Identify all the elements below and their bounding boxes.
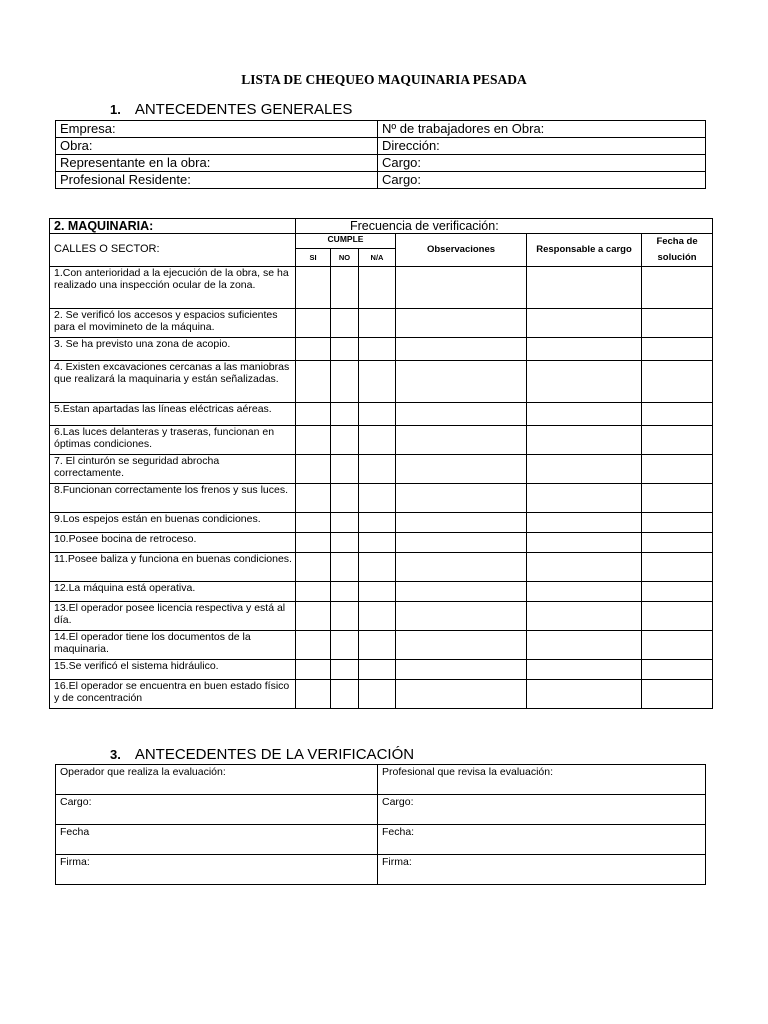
si-cell[interactable]: [296, 631, 331, 660]
checklist-row: [50, 631, 713, 660]
fecha-cell[interactable]: [642, 631, 713, 660]
observaciones-cell[interactable]: [396, 533, 527, 553]
section3-number: 3.: [110, 747, 121, 762]
na-cell[interactable]: [359, 338, 396, 361]
checklist-row: [50, 553, 713, 582]
checklist-row: [50, 338, 713, 361]
checklist-row: [50, 361, 713, 403]
observaciones-cell[interactable]: [396, 513, 527, 533]
observaciones-header: Observaciones: [396, 234, 527, 267]
no-cell[interactable]: [331, 553, 359, 582]
fecha-cell[interactable]: [642, 484, 713, 513]
fecha-cell[interactable]: [642, 553, 713, 582]
checklist-item-text: 5.Estan apartadas las líneas eléctricas aéreas.: [50, 403, 296, 426]
observaciones-cell[interactable]: [396, 602, 527, 631]
verification-field-right[interactable]: Profesional que revisa la evaluación:: [378, 765, 706, 795]
si-header: SI: [296, 248, 331, 266]
responsable-cell[interactable]: [527, 309, 642, 338]
responsable-cell[interactable]: [527, 338, 642, 361]
checklist-row: [50, 602, 713, 631]
responsable-cell[interactable]: [527, 680, 642, 709]
no-cell[interactable]: [331, 361, 359, 403]
si-cell[interactable]: [296, 660, 331, 680]
general-info-field-right[interactable]: Nº de trabajadores en Obra:: [378, 121, 706, 138]
no-cell[interactable]: [331, 660, 359, 680]
verification-row: [56, 855, 706, 885]
machinery-header-row: [50, 219, 713, 234]
na-cell[interactable]: [359, 309, 396, 338]
section1-heading: [110, 101, 352, 118]
si-cell[interactable]: [296, 680, 331, 709]
machinery-checklist-table: [49, 218, 713, 709]
fecha-cell[interactable]: [642, 513, 713, 533]
verification-field-right[interactable]: Cargo:: [378, 795, 706, 825]
na-cell[interactable]: [359, 631, 396, 660]
no-cell[interactable]: [331, 455, 359, 484]
calles-sector-label: CALLES O SECTOR:: [50, 234, 296, 267]
si-cell[interactable]: [296, 513, 331, 533]
no-header: NO: [331, 248, 359, 266]
observaciones-cell[interactable]: [396, 309, 527, 338]
na-cell[interactable]: [359, 680, 396, 709]
observaciones-cell[interactable]: [396, 267, 527, 309]
fecha-cell[interactable]: [642, 403, 713, 426]
fecha-cell[interactable]: [642, 426, 713, 455]
checklist-row: [50, 267, 713, 309]
column-header-row: [50, 234, 713, 249]
general-info-field-right[interactable]: Cargo:: [378, 172, 706, 189]
frequency-label: Frecuencia de verificación:: [296, 219, 713, 234]
fecha-cell[interactable]: [642, 533, 713, 553]
checklist-row: [50, 484, 713, 513]
checklist-item-text: 9.Los espejos están en buenas condiciones.: [50, 513, 296, 533]
verification-field-left[interactable]: Cargo:: [56, 795, 378, 825]
general-info-table: [55, 120, 706, 189]
responsable-cell[interactable]: [527, 455, 642, 484]
no-cell[interactable]: [331, 680, 359, 709]
na-cell[interactable]: [359, 582, 396, 602]
si-cell[interactable]: [296, 484, 331, 513]
general-info-row: [56, 155, 706, 172]
checklist-item-text: 4. Existen excavaciones cercanas a las maniobras que realizará la maquinaria y están señalizadas.: [50, 361, 296, 403]
no-cell[interactable]: [331, 309, 359, 338]
checklist-item-text: 10.Posee bocina de retroceso.: [50, 533, 296, 553]
observaciones-cell[interactable]: [396, 582, 527, 602]
section3-title: ANTECEDENTES DE LA VERIFICACIÓN: [134, 746, 415, 763]
na-cell[interactable]: [359, 426, 396, 455]
responsable-header: Responsable a cargo: [527, 234, 642, 267]
na-cell[interactable]: [359, 602, 396, 631]
checklist-row: [50, 426, 713, 455]
observaciones-cell[interactable]: [396, 455, 527, 484]
si-cell[interactable]: [296, 403, 331, 426]
responsable-cell[interactable]: [527, 553, 642, 582]
responsable-cell[interactable]: [527, 267, 642, 309]
checklist-row: [50, 582, 713, 602]
fecha-cell[interactable]: [642, 602, 713, 631]
general-info-field-left[interactable]: Representante en la obra:: [56, 155, 378, 172]
cumple-header: CUMPLE: [296, 234, 396, 249]
checklist-item-text: 2. Se verificó los accesos y espacios suficientes para el movimineto de la máquina.: [50, 309, 296, 338]
responsable-cell[interactable]: [527, 602, 642, 631]
verification-field-left[interactable]: Firma:: [56, 855, 378, 885]
no-cell[interactable]: [331, 267, 359, 309]
machinery-label: 2. MAQUINARIA:: [50, 219, 296, 234]
si-cell[interactable]: [296, 338, 331, 361]
checklist-item-text: 8.Funcionan correctamente los frenos y sus luces.: [50, 484, 296, 513]
na-cell[interactable]: [359, 660, 396, 680]
general-info-row: [56, 172, 706, 189]
verification-row: [56, 825, 706, 855]
observaciones-cell[interactable]: [396, 361, 527, 403]
si-cell[interactable]: [296, 426, 331, 455]
no-cell[interactable]: [331, 338, 359, 361]
checklist-item-text: 16.El operador se encuentra en buen estado físico y de concentración: [50, 680, 296, 709]
checklist-item-text: 14.El operador tiene los documentos de la maquinaria.: [50, 631, 296, 660]
verification-field-left[interactable]: Operador que realiza la evaluación:: [56, 765, 378, 795]
responsable-cell[interactable]: [527, 403, 642, 426]
checklist-row: [50, 455, 713, 484]
checklist-row: [50, 309, 713, 338]
observaciones-cell[interactable]: [396, 680, 527, 709]
general-info-field-right[interactable]: Cargo:: [378, 155, 706, 172]
verification-field-right[interactable]: Fecha:: [378, 825, 706, 855]
si-cell[interactable]: [296, 533, 331, 553]
na-cell[interactable]: [359, 267, 396, 309]
verification-row: [56, 765, 706, 795]
checklist-row: [50, 680, 713, 709]
na-cell[interactable]: [359, 513, 396, 533]
na-cell[interactable]: [359, 484, 396, 513]
no-cell[interactable]: [331, 602, 359, 631]
observaciones-cell[interactable]: [396, 484, 527, 513]
fecha-cell[interactable]: [642, 361, 713, 403]
fecha-solucion-header: Fecha de solución: [642, 234, 713, 267]
observaciones-cell[interactable]: [396, 631, 527, 660]
fecha-cell[interactable]: [642, 660, 713, 680]
document-title: LISTA DE CHEQUEO MAQUINARIA PESADA: [241, 72, 527, 87]
checklist-row: [50, 513, 713, 533]
observaciones-cell[interactable]: [396, 426, 527, 455]
na-cell[interactable]: [359, 553, 396, 582]
responsable-cell[interactable]: [527, 582, 642, 602]
checklist-item-text: 12.La máquina está operativa.: [50, 582, 296, 602]
checklist-row: [50, 660, 713, 680]
checklist-item-text: 11.Posee baliza y funciona en buenas condiciones.: [50, 553, 296, 582]
no-cell[interactable]: [331, 513, 359, 533]
checklist-item-text: 1.Con anterioridad a la ejecución de la obra, se ha realizado una inspección ocular de la zona.: [50, 267, 296, 309]
section3-heading: [110, 746, 414, 763]
responsable-cell[interactable]: [527, 513, 642, 533]
general-info-field-left[interactable]: Obra:: [56, 138, 378, 155]
no-cell[interactable]: [331, 533, 359, 553]
fecha-cell[interactable]: [642, 267, 713, 309]
observaciones-cell[interactable]: [396, 660, 527, 680]
checklist-item-text: 13.El operador posee licencia respectiva y está al día.: [50, 602, 296, 631]
observaciones-cell[interactable]: [396, 338, 527, 361]
si-cell[interactable]: [296, 455, 331, 484]
general-info-field-left[interactable]: Empresa:: [56, 121, 378, 138]
fecha-cell[interactable]: [642, 338, 713, 361]
section1-number: 1.: [110, 102, 121, 117]
checklist-item-text: 15.Se verificó el sistema hidráulico.: [50, 660, 296, 680]
si-cell[interactable]: [296, 602, 331, 631]
responsable-cell[interactable]: [527, 533, 642, 553]
responsable-cell[interactable]: [527, 660, 642, 680]
fecha-cell[interactable]: [642, 582, 713, 602]
checklist-item-text: 7. El cinturón se seguridad abrocha correctamente.: [50, 455, 296, 484]
si-cell[interactable]: [296, 267, 331, 309]
na-cell[interactable]: [359, 403, 396, 426]
checklist-item-text: 3. Se ha previsto una zona de acopio.: [50, 338, 296, 361]
observaciones-cell[interactable]: [396, 403, 527, 426]
verification-field-right[interactable]: Firma:: [378, 855, 706, 885]
general-info-field-right[interactable]: Dirección:: [378, 138, 706, 155]
fecha-cell[interactable]: [642, 680, 713, 709]
no-cell[interactable]: [331, 631, 359, 660]
general-info-field-left[interactable]: Profesional Residente:: [56, 172, 378, 189]
no-cell[interactable]: [331, 582, 359, 602]
na-cell[interactable]: [359, 455, 396, 484]
no-cell[interactable]: [331, 484, 359, 513]
responsable-cell[interactable]: [527, 361, 642, 403]
na-cell[interactable]: [359, 533, 396, 553]
fecha-cell[interactable]: [642, 455, 713, 484]
si-cell[interactable]: [296, 553, 331, 582]
responsable-cell[interactable]: [527, 426, 642, 455]
section1-title: ANTECEDENTES GENERALES: [134, 101, 353, 118]
responsable-cell[interactable]: [527, 631, 642, 660]
no-cell[interactable]: [331, 426, 359, 455]
si-cell[interactable]: [296, 361, 331, 403]
si-cell[interactable]: [296, 582, 331, 602]
checklist-item-text: 6.Las luces delanteras y traseras, funcionan en óptimas condiciones.: [50, 426, 296, 455]
si-cell[interactable]: [296, 309, 331, 338]
checklist-row: [50, 403, 713, 426]
general-info-row: [56, 138, 706, 155]
verification-field-left[interactable]: Fecha: [56, 825, 378, 855]
fecha-cell[interactable]: [642, 309, 713, 338]
na-cell[interactable]: [359, 361, 396, 403]
observaciones-cell[interactable]: [396, 553, 527, 582]
no-cell[interactable]: [331, 403, 359, 426]
general-info-row: [56, 121, 706, 138]
responsable-cell[interactable]: [527, 484, 642, 513]
na-header: N/A: [359, 248, 396, 266]
checklist-row: [50, 533, 713, 553]
verification-table: [55, 764, 706, 885]
verification-row: [56, 795, 706, 825]
